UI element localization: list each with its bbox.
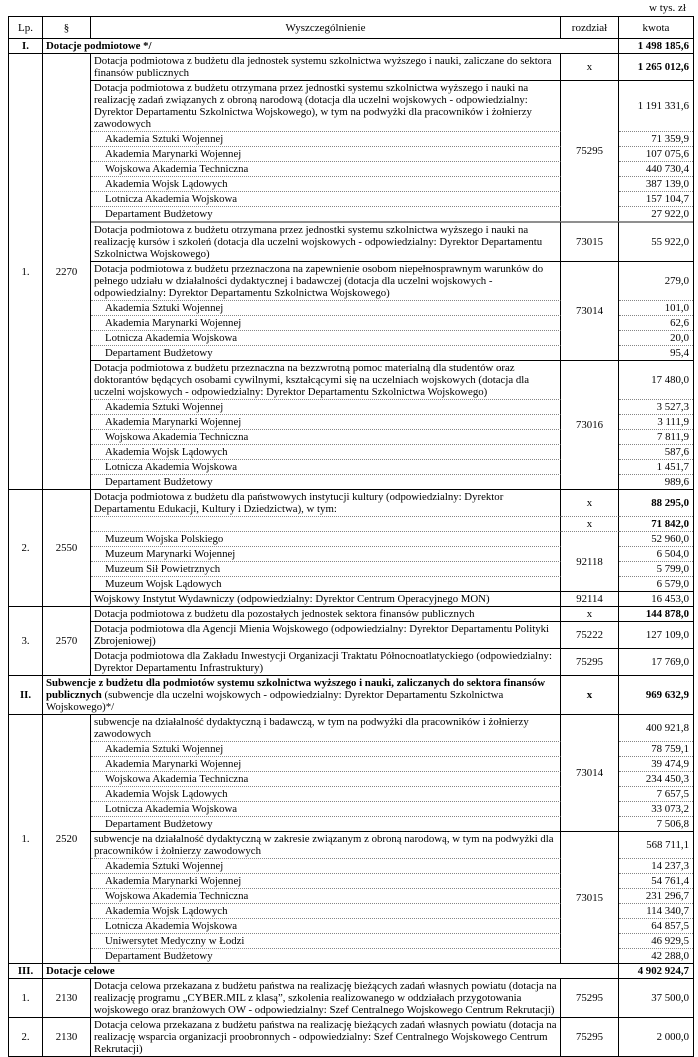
description-cell: Akademia Marynarki Wojennej (91, 146, 561, 161)
description-cell: Subwencje z budżetu dla podmiotów systemu szkolnictwa wyższego i nauki, zaliczanych do sektora finansów publicznych (subwencje dla uczelni wojskowych - odpowiedzialny: Dyrektor Departamentu Szkolnictwa Wojskowego)*/ (43, 675, 561, 714)
description-cell: Akademia Marynarki Wojennej (91, 756, 561, 771)
paragraph-cell: 2270 (43, 53, 91, 489)
amount-cell: 88 295,0 (619, 489, 693, 516)
budget-table-body (9, 38, 693, 1056)
item-row (9, 591, 693, 606)
rozdzial-cell: x (561, 606, 619, 621)
description-cell: Dotacja podmiotowa z budżetu przeznaczona na zapewnienie osobom niepełnosprawnym warunków do pełnego udziału w działalności dydaktycznej i badawczej (dotacja dla uczelni wojskowych - odpowiedzialny: Dyrektor Departamentu Szkolnictwa Wojskowego) (91, 261, 561, 300)
rozdzial-cell: 73015 (561, 831, 619, 963)
col-header-rozdzial: rozdział (561, 17, 619, 38)
rozdzial-cell: 92118 (561, 531, 619, 591)
description-cell: Wojskowa Akademia Techniczna (91, 888, 561, 903)
amount-cell: 7 811,9 (619, 429, 693, 444)
amount-cell: 157 104,7 (619, 191, 693, 206)
amount-cell: 17 769,0 (619, 648, 693, 675)
description-cell: Departament Budżetowy (91, 948, 561, 963)
description-cell: Dotacje celowe (43, 963, 619, 978)
amount-cell: 71 842,0 (619, 516, 693, 531)
description-cell: Uniwersytet Medyczny w Łodzi (91, 933, 561, 948)
rozdzial-cell: 75295 (561, 978, 619, 1017)
amount-cell: 587,6 (619, 444, 693, 459)
rozdzial-cell: 75295 (561, 80, 619, 221)
description-cell: Muzeum Sił Powietrznych (91, 561, 561, 576)
description-cell: Akademia Marynarki Wojennej (91, 315, 561, 330)
amount-cell: 234 450,3 (619, 771, 693, 786)
description-cell: Akademia Wojsk Lądowych (91, 444, 561, 459)
amount-cell: 52 960,0 (619, 531, 693, 546)
description-cell: Muzeum Wojsk Lądowych (91, 576, 561, 591)
description-cell: subwencje na działalność dydaktyczną i badawczą, w tym na podwyżki dla pracowników i żołnierzy zawodowych (91, 714, 561, 741)
header-row (9, 17, 693, 38)
description-cell: Akademia Wojsk Lądowych (91, 903, 561, 918)
rozdzial-cell: 73014 (561, 714, 619, 831)
section-row (9, 675, 693, 714)
description-cell: Akademia Wojsk Lądowych (91, 786, 561, 801)
description-cell: Lotnicza Akademia Wojskowa (91, 330, 561, 345)
amount-cell: 42 288,0 (619, 948, 693, 963)
amount-cell: 1 265 012,6 (619, 53, 693, 80)
amount-cell: 387 139,0 (619, 176, 693, 191)
description-cell: Departament Budżetowy (91, 816, 561, 831)
description-cell: Dotacja podmiotowa z budżetu otrzymana przez jednostki systemu szkolnictwa wyższego i nauki na realizację zadań związanych z obroną narodową (dotacja dla uczelni wojskowych - odpowiedzialny: Dyrektor Departamentu Szkolnictwa Wojskowego), w tym na podwyżki dla pracowników i żołnierzy zawodowych (91, 80, 561, 131)
amount-cell: 55 922,0 (619, 221, 693, 261)
amount-cell: 64 857,5 (619, 918, 693, 933)
rozdzial-cell: x (561, 516, 619, 531)
col-header-lp: Lp. (9, 17, 43, 38)
item-row (9, 360, 693, 399)
item-row (9, 978, 693, 1017)
amount-cell: 17 480,0 (619, 360, 693, 399)
description-cell: Akademia Sztuki Wojennej (91, 300, 561, 315)
lp-cell: III. (9, 963, 43, 978)
col-header-kwota: kwota (642, 21, 670, 34)
budget-table (8, 16, 694, 1057)
amount-cell: 2 000,0 (619, 1017, 693, 1056)
amount-cell: 27 922,0 (619, 206, 693, 221)
item-row (9, 516, 693, 531)
paragraph-cell: 2550 (43, 489, 91, 606)
item-row (9, 1017, 693, 1056)
amount-cell: 7 506,8 (619, 816, 693, 831)
rozdzial-cell: 75295 (561, 1017, 619, 1056)
amount-cell: 71 359,9 (619, 131, 693, 146)
item-row (9, 489, 693, 516)
description-cell: Dotacja podmiotowa z budżetu otrzymana przez jednostki systemu szkolnictwa wyższego i nauki na realizację kursów i szkoleń (dotacja dla uczelni wojskowych - odpowiedzialny: Dyrektor Departamentu Szkolnictwa Wojskowego) (91, 221, 561, 261)
amount-cell: 127 109,0 (619, 621, 693, 648)
item-row (9, 80, 693, 131)
description-cell: Akademia Wojsk Lądowych (91, 176, 561, 191)
description-cell: Wojskowa Akademia Techniczna (91, 771, 561, 786)
amount-cell: 144 878,0 (619, 606, 693, 621)
item-row (9, 261, 693, 300)
description-cell: Dotacja podmiotowa dla Zakładu Inwestycji Organizacji Traktatu Północnoatlatyckiego (odpowiedzialny: Dyrektor Departamentu Infrastruktury) (91, 648, 561, 675)
description-cell: Akademia Marynarki Wojennej (91, 873, 561, 888)
amount-cell: 5 799,0 (619, 561, 693, 576)
lp-cell: II. (9, 675, 43, 714)
amount-cell: 4 902 924,7 (619, 963, 693, 978)
description-cell: Wojskowa Akademia Techniczna (91, 429, 561, 444)
amount-cell: 20,0 (619, 330, 693, 345)
lp-cell: 2. (9, 1017, 43, 1056)
amount-cell: 78 759,1 (619, 741, 693, 756)
section-row (9, 38, 693, 53)
description-cell: Dotacja podmiotowa z budżetu dla pozostałych jednostek sektora finansów publicznych (91, 606, 561, 621)
description-cell: Departament Budżetowy (91, 345, 561, 360)
rozdzial-cell: x (561, 53, 619, 80)
amount-cell: 37 500,0 (619, 978, 693, 1017)
amount-cell: 231 296,7 (619, 888, 693, 903)
amount-cell: 969 632,9 (619, 675, 693, 714)
paragraph-cell: 2130 (43, 978, 91, 1017)
description-cell: Dotacja podmiotowa z budżetu dla jednostek systemu szkolnictwa wyższego i nauki, zaliczane do sektora finansów publicznych (91, 53, 561, 80)
description-cell: Departament Budżetowy (91, 206, 561, 221)
rozdzial-cell: 92114 (561, 591, 619, 606)
description-cell: Akademia Marynarki Wojennej (91, 414, 561, 429)
lp-cell: 1. (9, 978, 43, 1017)
lp-cell: 1. (9, 53, 43, 489)
description-cell: Dotacja celowa przekazana z budżetu państwa na realizację bieżących zadań własnych powiatu (dotacja na realizację programu „CYBER.MIL z klasą”, szkolenia realizowanego w oddziałach przygotowania wojskowego oraz branżowych OW - odpowiedzialny: Szef Centralnego Wojskowego Centrum Rekrutacji) (91, 978, 561, 1017)
paragraph-cell: 2130 (43, 1017, 91, 1056)
amount-cell: 16 453,0 (619, 591, 693, 606)
item-row (9, 53, 693, 80)
item-row (9, 831, 693, 858)
paragraph-cell: 2520 (43, 714, 91, 963)
item-row (9, 648, 693, 675)
amount-cell: 107 075,6 (619, 146, 693, 161)
description-cell: Akademia Sztuki Wojennej (91, 131, 561, 146)
description-cell: Dotacja podmiotowa z budżetu dla państwowych instytucji kultury (odpowiedzialny: Dyrektor Departamentu Edukacji, Kultury i Dziedzictwa), w tym: (91, 489, 561, 516)
unit-note: w tys. zł (649, 2, 686, 14)
rozdzial-cell: 75222 (561, 621, 619, 648)
description-cell: subwencje na działalność dydaktyczną w zakresie związanym z obroną narodową, w tym na podwyżki dla pracowników i żołnierzy zawodowych (91, 831, 561, 858)
amount-cell: 7 657,5 (619, 786, 693, 801)
item-row (9, 606, 693, 621)
description-cell: Dotacje podmiotowe */ (43, 38, 619, 53)
description-cell: Lotnicza Akademia Wojskowa (91, 459, 561, 474)
amount-cell: 101,0 (619, 300, 693, 315)
rozdzial-cell: x (561, 489, 619, 516)
amount-cell: 1 451,7 (619, 459, 693, 474)
item-row (9, 714, 693, 741)
description-cell: Departament Budżetowy (91, 474, 561, 489)
description-cell: Dotacja celowa przekazana z budżetu państwa na realizację bieżących zadań własnych powiatu (dotacja na realizację wsparcia organizacji proobronnych - odpowiedzialny: Szef Centralnego Wojskowego Centrum Rekrutacji) (91, 1017, 561, 1056)
amount-cell: 400 921,8 (619, 714, 693, 741)
item-row (9, 221, 693, 261)
amount-cell: 3 111,9 (619, 414, 693, 429)
description-cell: Lotnicza Akademia Wojskowa (91, 801, 561, 816)
description-cell: Dotacja podmiotowa dla Agencji Mienia Wojskowego (odpowiedzialny: Dyrektor Departamentu Polityki Zbrojeniowej) (91, 621, 561, 648)
amount-cell: 33 073,2 (619, 801, 693, 816)
item-row (9, 621, 693, 648)
amount-cell: 46 929,5 (619, 933, 693, 948)
paragraph-cell: 2570 (43, 606, 91, 675)
rozdzial-cell: 73016 (561, 360, 619, 489)
col-header-paragraph: § (43, 17, 91, 38)
description-cell: Muzeum Marynarki Wojennej (91, 546, 561, 561)
amount-cell: 568 711,1 (619, 831, 693, 858)
rozdzial-cell: 73015 (561, 221, 619, 261)
description-cell: Wojskowa Akademia Techniczna (91, 161, 561, 176)
amount-cell: 3 527,3 (619, 399, 693, 414)
description-cell: Akademia Sztuki Wojennej (91, 399, 561, 414)
amount-cell: 6 579,0 (619, 576, 693, 591)
col-header-wyszczegolnienie: Wyszczególnienie (91, 17, 561, 38)
rozdzial-cell: 75295 (561, 648, 619, 675)
section-row (9, 963, 693, 978)
lp-cell: 1. (9, 714, 43, 963)
lp-cell: 3. (9, 606, 43, 675)
amount-cell: 39 474,9 (619, 756, 693, 771)
description-cell: Dotacja podmiotowa z budżetu przeznaczna na bezzwrotną pomoc materialną dla studentów oraz doktorantów będących osobami cywilnymi, kształcącymi się na uczelniach wojskowych (dotacja dla uczelni wojskowych - odpowiedzialny: Dyrektor Departamentu Szkolnictwa Wojskowego) (91, 360, 561, 399)
amount-cell: 54 761,4 (619, 873, 693, 888)
amount-cell: 114 340,7 (619, 903, 693, 918)
amount-cell: 989,6 (619, 474, 693, 489)
description-cell: Lotnicza Akademia Wojskowa (91, 191, 561, 206)
description-cell: Akademia Sztuki Wojennej (91, 741, 561, 756)
amount-cell: 6 504,0 (619, 546, 693, 561)
lp-cell: 2. (9, 489, 43, 606)
description-cell (91, 516, 561, 531)
amount-cell: 279,0 (619, 261, 693, 300)
amount-cell: 1 498 185,6 (619, 38, 693, 53)
description-cell: Lotnicza Akademia Wojskowa (91, 918, 561, 933)
amount-cell: 62,6 (619, 315, 693, 330)
sub-item-row (9, 531, 693, 546)
description-cell: Muzeum Wojska Polskiego (91, 531, 561, 546)
amount-cell: 1 191 331,6 (619, 80, 693, 131)
description-cell: Wojskowy Instytut Wydawniczy (odpowiedzialny: Dyrektor Centrum Operacyjnego MON) (91, 591, 561, 606)
lp-cell: I. (9, 38, 43, 53)
description-cell: Akademia Sztuki Wojennej (91, 858, 561, 873)
rozdzial-cell: x (561, 675, 619, 714)
amount-cell: 95,4 (619, 345, 693, 360)
amount-cell: 440 730,4 (619, 161, 693, 176)
rozdzial-cell: 73014 (561, 261, 619, 360)
amount-cell: 14 237,3 (619, 858, 693, 873)
